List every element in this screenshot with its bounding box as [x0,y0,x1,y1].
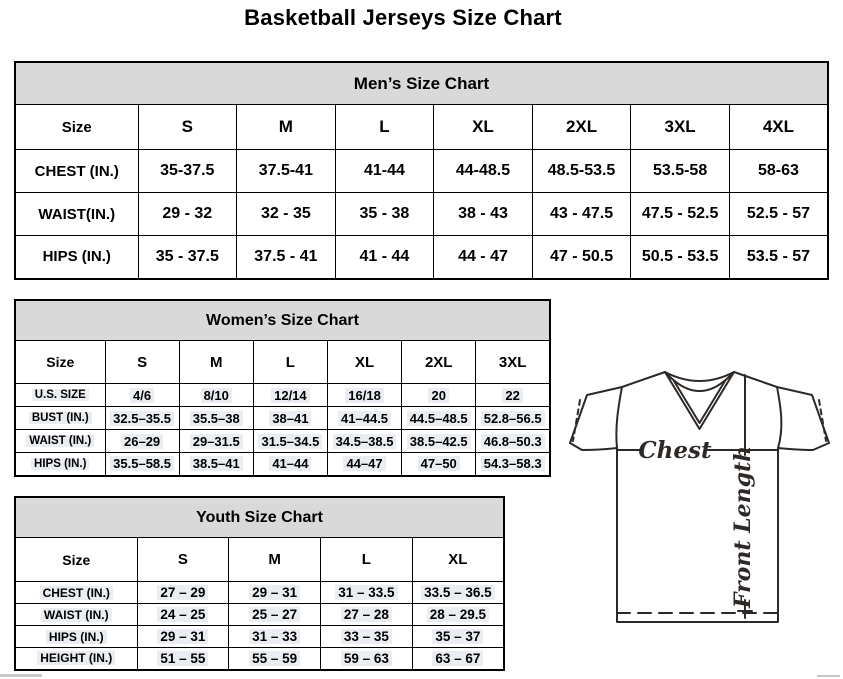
youth-value-2-3 [412,626,504,648]
youth-row-label-2 [15,626,137,648]
womens-value-1-4 [402,407,476,430]
mens-value-2-1-text: 37.5 - 41 [254,247,318,265]
mens-value-2-3 [434,236,533,279]
mens-row-label-0-text: CHEST (IN.) [34,162,119,180]
womens-value-0-4-text: 20 [428,388,448,403]
youth-corner-label: Size [15,538,137,582]
womens-value-0-2 [253,384,327,407]
womens-value-1-2-text: 38–41 [269,411,311,426]
mens-col-header-S: S [138,105,237,150]
mens-value-1-3 [434,193,533,236]
womens-value-2-0-text: 26–29 [121,434,163,449]
youth-value-1-1 [229,604,321,626]
youth-size-table [14,496,505,671]
youth-col-header-L: L [321,538,413,582]
cropped-edge-artifact-left [0,674,42,677]
youth-value-3-3-text: 63 – 67 [432,651,483,666]
womens-row-label-0-text: U.S. SIZE [32,389,89,401]
womens-value-3-0 [105,453,179,476]
front-length-label: Front Length [730,445,756,609]
mens-value-0-0-text: 35-37.5 [160,162,215,179]
womens-value-1-5 [476,407,550,430]
mens-value-1-5-text: 47.5 - 52.5 [641,205,719,222]
youth-value-0-2-text: 31 – 33.5 [335,585,397,600]
youth-value-2-0 [137,626,229,648]
mens-row-label-0 [15,150,138,193]
mens-value-2-4-text: 47 - 50.5 [549,247,614,265]
youth-row-label-2-text: HIPS (IN.) [46,630,107,644]
mens-value-0-0 [138,150,237,193]
youth-value-1-3 [412,604,504,626]
youth-row-label-1-text: WAIST (IN.) [41,608,112,622]
youth-value-0-1-text: 29 – 31 [249,585,300,600]
mens-value-2-0 [138,236,237,279]
mens-value-2-5 [631,236,730,279]
youth-value-2-1 [229,626,321,648]
youth-size-header-row [15,538,504,582]
womens-value-0-1 [179,384,253,407]
youth-value-0-0-text: 27 – 29 [157,585,208,600]
youth-value-1-3-text: 28 – 29.5 [427,607,489,622]
womens-value-2-4-text: 38.5–42.5 [407,434,471,449]
mens-value-0-6 [729,150,828,193]
mens-value-0-5 [631,150,730,193]
mens-value-0-4-text: 48.5-53.5 [547,162,616,179]
youth-value-0-2 [321,582,413,604]
womens-value-2-1-text: 29–31.5 [190,434,243,449]
womens-col-header-M: M [179,341,253,384]
womens-value-0-1-text: 8/10 [201,388,232,403]
mens-value-1-6-text: 52.5 - 57 [746,205,811,222]
youth-value-2-0-text: 29 – 31 [157,629,208,644]
mens-value-2-5-text: 50.5 - 53.5 [641,247,719,265]
mens-size-table [14,61,829,280]
mens-value-2-2 [335,236,434,279]
womens-value-3-3-text: 44–47 [343,456,385,471]
womens-value-1-3 [327,407,401,430]
cropped-edge-artifact-right [817,675,840,677]
womens-value-0-5 [476,384,550,407]
womens-value-3-2 [253,453,327,476]
womens-value-1-3-text: 41–44.5 [338,411,391,426]
womens-value-2-2-text: 31.5–34.5 [258,434,322,449]
womens-value-1-0-text: 32.5–35.5 [110,411,174,426]
womens-value-3-3 [327,453,401,476]
youth-value-3-1 [229,648,321,670]
youth-value-0-1 [229,582,321,604]
womens-value-1-1 [179,407,253,430]
womens-value-2-0 [105,430,179,453]
youth-value-3-0 [137,648,229,670]
mens-row-2 [15,236,828,279]
mens-table-title: Men’s Size Chart [15,62,828,105]
youth-row-2 [15,626,504,648]
mens-value-2-4 [532,236,631,279]
womens-row-label-1 [15,407,105,430]
mens-value-1-0 [138,193,237,236]
womens-size-header-row [15,341,550,384]
womens-value-3-5 [476,453,550,476]
womens-value-3-0-text: 35.5–58.5 [110,456,174,471]
womens-value-2-5 [476,430,550,453]
womens-col-header-3XL: 3XL [476,341,550,384]
youth-row-label-3-text: HEIGHT (IN.) [37,651,115,665]
mens-value-1-4-text: 43 - 47.5 [549,205,614,222]
youth-value-3-1-text: 55 – 59 [249,651,300,666]
womens-value-0-4 [402,384,476,407]
mens-value-1-0-text: 29 - 32 [162,205,213,222]
youth-value-0-3 [412,582,504,604]
youth-row-label-1 [15,604,137,626]
youth-value-0-3-text: 33.5 – 36.5 [421,585,495,600]
womens-value-2-1 [179,430,253,453]
mens-value-1-2-text: 35 - 38 [359,205,410,222]
jersey-body-outline [570,372,829,622]
jersey-measurement-diagram [556,362,843,628]
mens-value-2-6-text: 53.5 - 57 [746,247,811,265]
youth-row-label-0-text: CHEST (IN.) [40,586,113,600]
mens-table [14,61,829,280]
youth-table-title: Youth Size Chart [15,497,504,538]
youth-col-header-XL: XL [412,538,504,582]
mens-value-2-2-text: 41 - 44 [359,247,410,265]
womens-row-label-2 [15,430,105,453]
mens-row-label-1-text: WAIST(IN.) [38,205,116,223]
youth-value-2-3-text: 35 – 37 [432,629,483,644]
mens-value-0-6-text: 58-63 [757,162,799,179]
mens-value-1-3-text: 38 - 43 [458,205,508,222]
mens-value-2-3-text: 44 - 47 [458,247,508,265]
womens-value-3-1-text: 38.5–41 [190,456,243,471]
womens-row-label-2-text: WAIST (IN.) [26,435,94,447]
womens-value-0-3-text: 16/18 [345,388,384,403]
womens-row-1 [15,407,550,430]
chest-label: Chest [638,437,712,464]
youth-value-1-0 [137,604,229,626]
mens-value-0-2 [335,150,434,193]
womens-col-header-2XL: 2XL [402,341,476,384]
womens-title-row [15,300,550,341]
womens-value-2-4 [402,430,476,453]
womens-col-header-L: L [253,341,327,384]
youth-col-header-M: M [229,538,321,582]
youth-value-2-2-text: 33 – 35 [341,629,392,644]
youth-row-1 [15,604,504,626]
womens-row-label-1-text: BUST (IN.) [29,412,92,424]
mens-value-0-1 [237,150,336,193]
left-armhole-seam [616,387,622,448]
mens-title-row [15,62,828,105]
mens-col-header-L: L [335,105,434,150]
youth-value-3-2 [321,648,413,670]
collar-inner-v [674,381,725,423]
womens-value-0-5-text: 22 [502,388,522,403]
youth-value-3-2-text: 59 – 63 [341,651,392,666]
page-title: Basketball Jerseys Size Chart [244,5,562,30]
womens-row-label-3 [15,453,105,476]
mens-value-1-5 [631,193,730,236]
mens-col-header-3XL: 3XL [631,105,730,150]
youth-title-row [15,497,504,538]
womens-value-1-1-text: 35.5–38 [190,411,243,426]
youth-value-1-0-text: 24 – 25 [157,607,208,622]
womens-row-3 [15,453,550,476]
womens-value-0-0 [105,384,179,407]
womens-value-0-3 [327,384,401,407]
womens-value-2-2 [253,430,327,453]
mens-value-2-6 [729,236,828,279]
mens-value-2-1 [237,236,336,279]
womens-value-0-0-text: 4/6 [130,388,154,403]
youth-row-label-0 [15,582,137,604]
youth-value-1-1-text: 25 – 27 [249,607,300,622]
youth-value-3-0-text: 51 – 55 [157,651,208,666]
mens-value-1-1-text: 32 - 35 [260,205,311,222]
mens-value-1-2 [335,193,434,236]
mens-row-label-2-text: HIPS (IN.) [42,248,111,266]
womens-value-1-0 [105,407,179,430]
mens-col-header-2XL: 2XL [532,105,631,150]
jersey-outline-icon [556,362,843,628]
womens-value-0-2-text: 12/14 [271,388,310,403]
collar-rib-outer [665,372,734,381]
womens-value-3-4-text: 47–50 [418,456,460,471]
womens-value-3-4 [402,453,476,476]
youth-value-3-3 [412,648,504,670]
womens-value-1-4-text: 44.5–48.5 [407,411,471,426]
mens-value-2-0-text: 35 - 37.5 [155,247,219,265]
youth-value-1-2 [321,604,413,626]
womens-value-1-2 [253,407,327,430]
womens-value-3-2-text: 41–44 [269,456,311,471]
right-armhole-seam [777,387,781,448]
womens-row-2 [15,430,550,453]
mens-corner-label: Size [15,105,138,150]
womens-value-3-5-text: 54.3–58.3 [481,456,545,471]
womens-row-label-0 [15,384,105,407]
youth-value-2-1-text: 31 – 33 [249,629,300,644]
womens-value-2-5-text: 46.8–50.3 [481,434,545,449]
youth-value-0-0 [137,582,229,604]
mens-value-1-6 [729,193,828,236]
mens-value-0-3 [434,150,533,193]
mens-value-0-1-text: 37.5-41 [258,162,313,179]
mens-col-header-M: M [237,105,336,150]
mens-value-0-5-text: 53.5-58 [652,162,708,179]
womens-table-title: Women’s Size Chart [15,300,550,341]
mens-value-0-4 [532,150,631,193]
mens-col-header-4XL: 4XL [729,105,828,150]
mens-row-1 [15,193,828,236]
womens-value-2-3-text: 34.5–38.5 [333,434,397,449]
youth-row-3 [15,648,504,670]
womens-size-table [14,299,551,477]
youth-value-1-2-text: 27 – 28 [341,607,392,622]
womens-col-header-S: S [105,341,179,384]
mens-value-0-2-text: 41-44 [363,162,405,179]
mens-row-0 [15,150,828,193]
mens-size-header-row [15,105,828,150]
mens-row-label-2 [15,236,138,279]
womens-value-3-1 [179,453,253,476]
womens-row-label-3-text: HIPS (IN.) [31,458,89,470]
youth-col-header-S: S [137,538,229,582]
mens-value-1-1 [237,193,336,236]
womens-table [14,299,551,477]
mens-row-label-1 [15,193,138,236]
womens-col-header-XL: XL [327,341,401,384]
mens-value-1-4 [532,193,631,236]
youth-table [14,496,505,671]
womens-row-0 [15,384,550,407]
womens-value-2-3 [327,430,401,453]
mens-value-0-3-text: 44-48.5 [455,162,511,179]
youth-value-2-2 [321,626,413,648]
youth-row-label-3 [15,648,137,670]
womens-value-1-5-text: 52.8–56.5 [481,411,545,426]
womens-corner-label: Size [15,341,105,384]
youth-row-0 [15,582,504,604]
mens-col-header-XL: XL [434,105,533,150]
